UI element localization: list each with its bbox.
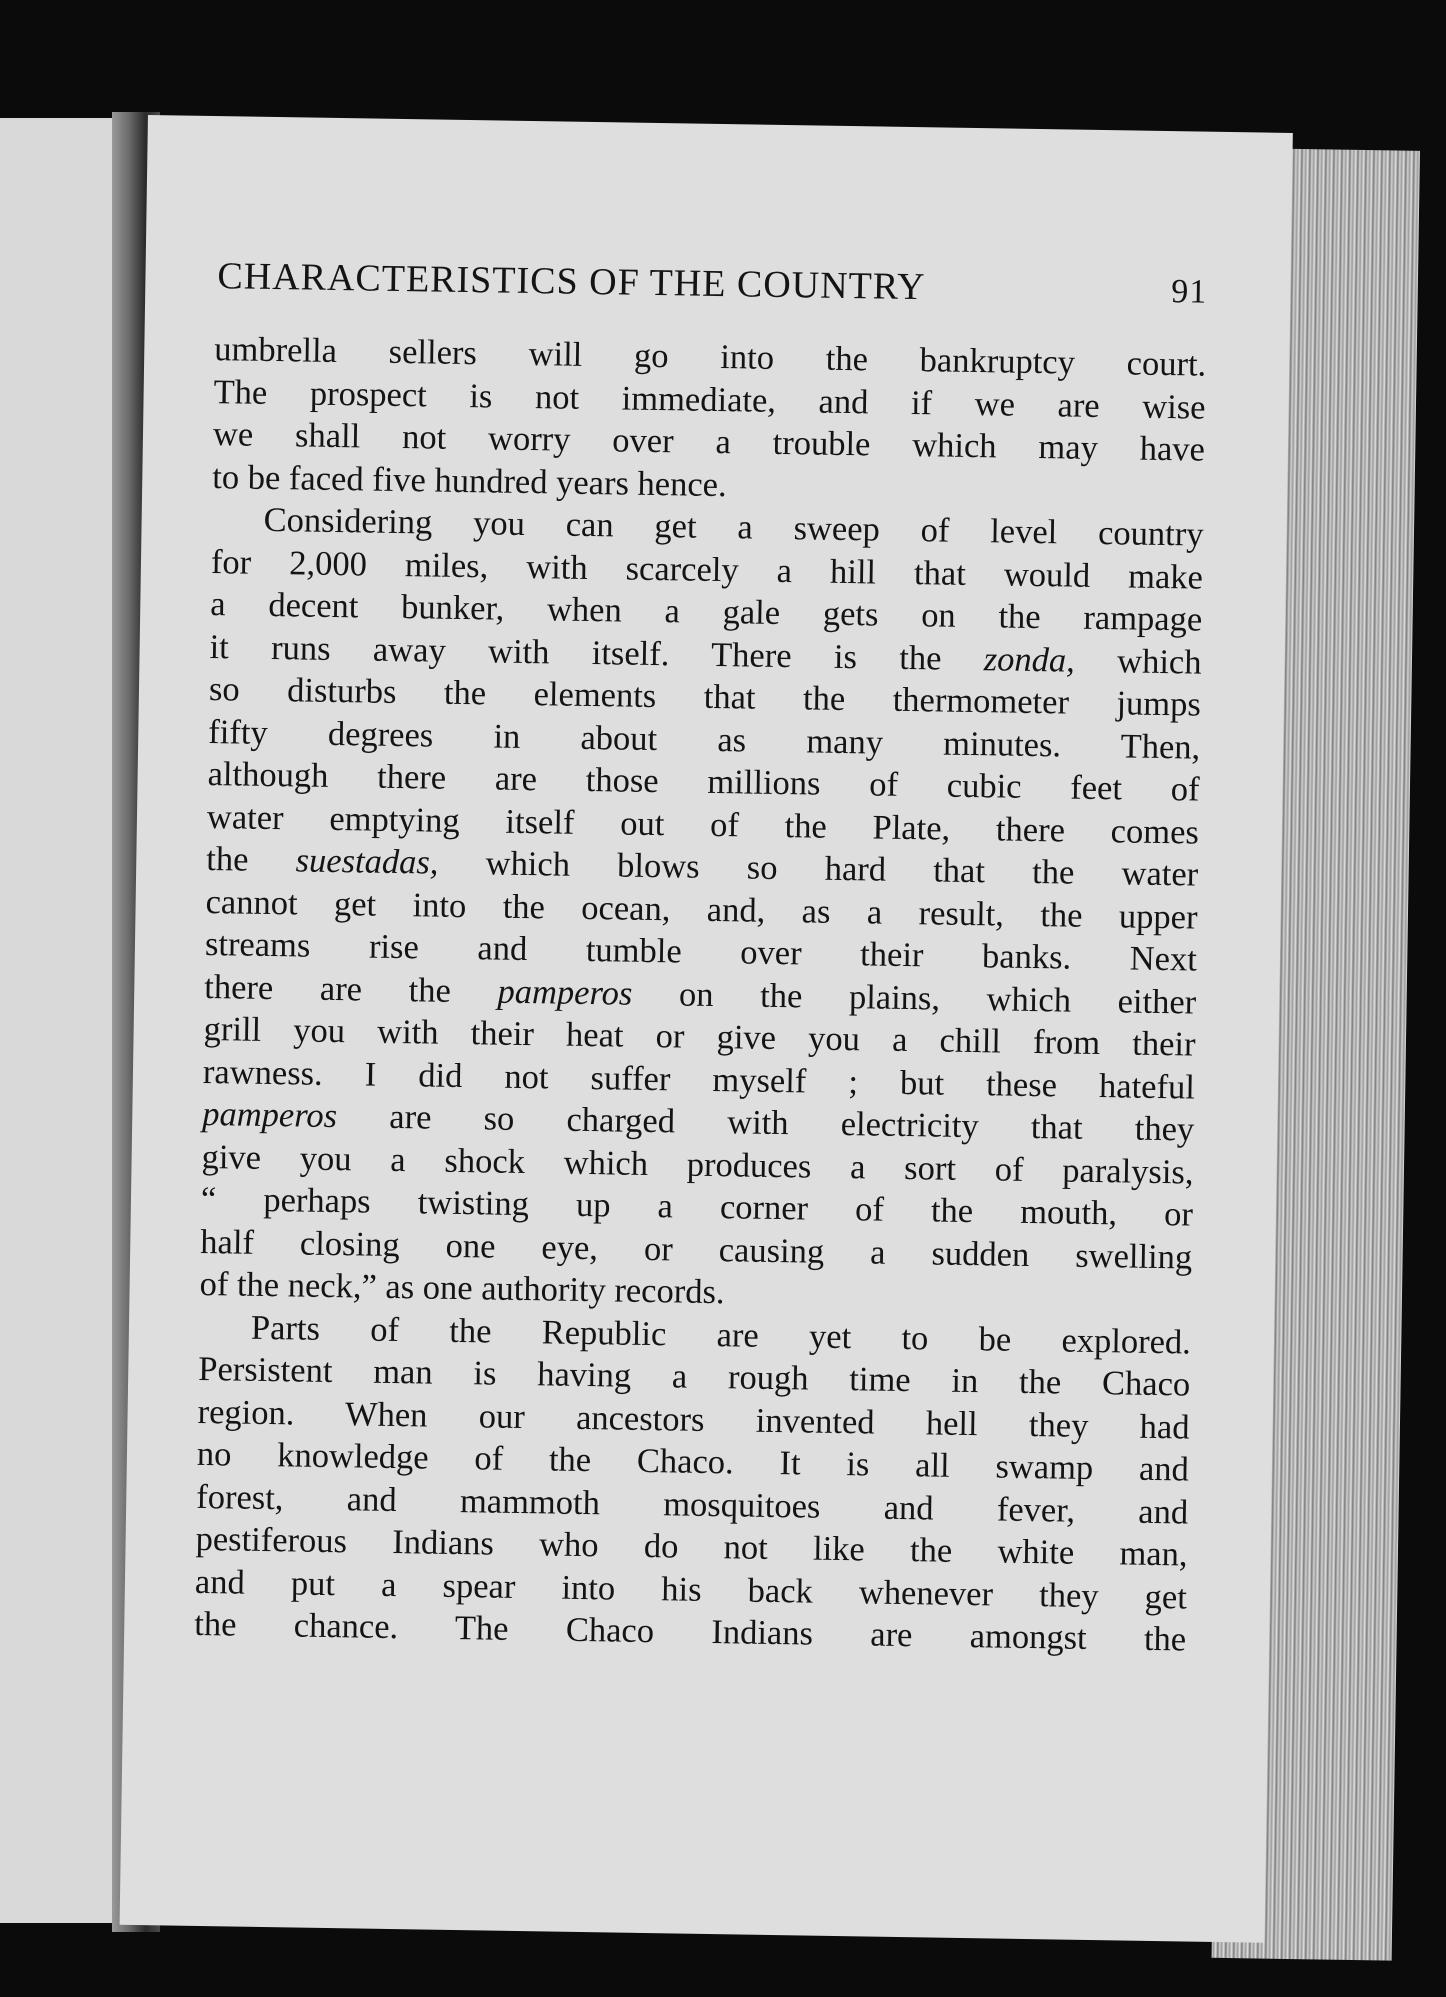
text-line: cannot get into the ocean, and, as a result, the upper <box>205 882 1198 937</box>
text-line: to be faced five hundred years hence. <box>212 457 727 504</box>
text-line: Considering you can get a sweep of level country <box>263 500 1204 554</box>
paragraph <box>194 1305 1191 1661</box>
text-line: pestiferous Indians who do not like the white man, <box>195 1519 1188 1574</box>
italic-term: suestadas, <box>295 841 439 882</box>
italic-term: pamperos <box>202 1094 338 1136</box>
text-line: water emptying itself out of the Plate, there comes <box>206 797 1200 852</box>
text-line: we shall not worry over a trouble which may have <box>212 415 1206 469</box>
text-segment: are so charged with electricity that they <box>336 1097 1195 1149</box>
text-segment: which <box>1074 641 1202 682</box>
body-text <box>194 328 1207 1661</box>
paragraph <box>212 328 1207 514</box>
text-segment: the <box>206 840 296 880</box>
text-line: give you a shock which produces a sort of paralysis, <box>201 1137 1194 1192</box>
text-line: no knowledge of the Chaco. It is all swamp and <box>196 1434 1190 1489</box>
text-segment: which blows so hard that the water <box>438 843 1199 894</box>
book-page <box>120 115 1293 1943</box>
text-line: The prospect is not immediate, and if we are wise <box>213 372 1206 427</box>
text-line: rawness. I did not suffer myself ; but these hateful <box>202 1052 1196 1107</box>
text-line: and put a spear into his back whenever they get <box>194 1562 1188 1616</box>
text-line: a decent bunker, when a gale gets on the rampage <box>210 585 1203 639</box>
running-head <box>217 254 1208 322</box>
text-segment: it runs away with itself. There is the <box>209 627 985 678</box>
text-segment: there are the <box>204 967 498 1011</box>
text-line: for 2,000 miles, with scarcely a hill that would make <box>210 542 1204 597</box>
text-line: forest, and mammoth mosquitoes and fever, and <box>196 1477 1189 1532</box>
text-line: “ perhaps twisting up a corner of the mouth, or <box>200 1179 1194 1234</box>
running-head-title: CHARACTERISTICS OF THE COUNTRY <box>217 255 926 309</box>
text-segment: on the plains, which either <box>632 974 1197 1022</box>
italic-term: pamperos <box>497 972 633 1013</box>
text-line: Persistent man is having a rough time in the Chaco <box>198 1349 1191 1404</box>
text-line: streams rise and tumble over their banks. Next <box>204 924 1198 979</box>
text-line: of the neck,” as one authority records. <box>199 1264 725 1312</box>
italic-term: zonda, <box>983 639 1076 680</box>
text-line: half closing one eye, or causing a sudden swelling <box>200 1222 1193 1277</box>
page-number: 91 <box>1171 273 1208 311</box>
text-line: region. When our ancestors invented hell they had <box>197 1392 1190 1447</box>
paragraph <box>199 498 1204 1321</box>
text-line: fifty degrees in about as many minutes. Then, <box>208 712 1201 767</box>
text-line: so disturbs the elements that the thermometer jumps <box>208 670 1202 724</box>
text-line: grill you with their heat or give you a chill from their <box>203 1009 1196 1064</box>
text-line: Parts of the Republic are yet to be explored. <box>250 1308 1192 1362</box>
text-line: the chance. The Chaco Indians are amongst the <box>194 1604 1187 1659</box>
text-line: although there are those millions of cubic feet of <box>207 755 1200 809</box>
text-line: umbrella sellers will go into the bankruptcy court. <box>214 330 1207 384</box>
